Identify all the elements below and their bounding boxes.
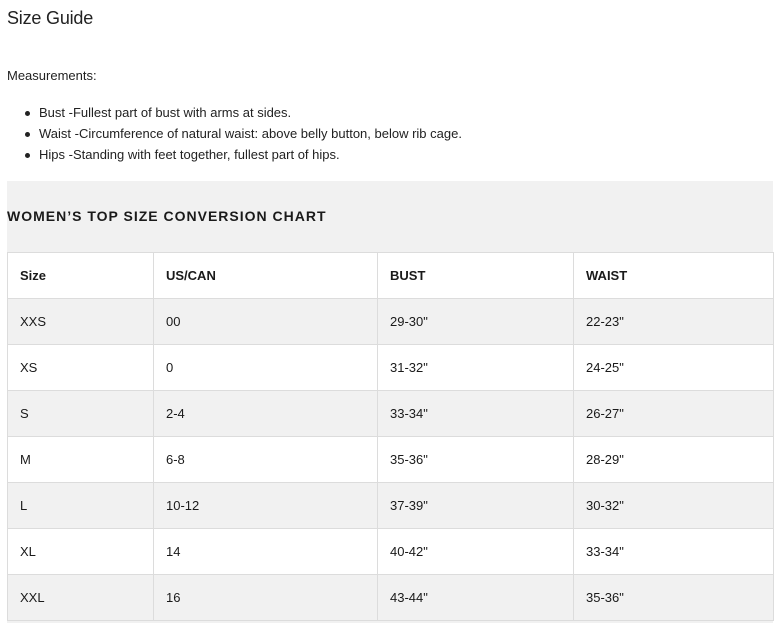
table-row <box>8 437 774 483</box>
waist-cell: 22-23" <box>574 299 774 345</box>
us-can-cell: 00 <box>154 299 378 345</box>
measurement-item-bust: Bust -Fullest part of bust with arms at sides. <box>39 105 462 126</box>
us-can-cell: 2-4 <box>154 391 378 437</box>
bust-cell: 37-39" <box>378 483 574 529</box>
column-header-us-can: US/CAN <box>154 253 378 299</box>
table-row <box>8 391 774 437</box>
waist-cell: 35-36" <box>574 575 774 621</box>
column-header-size: Size <box>8 253 154 299</box>
page-title: Size Guide <box>7 8 94 28</box>
measurements-list <box>39 105 462 168</box>
column-header-waist: WAIST <box>574 253 774 299</box>
column-header-bust: BUST <box>378 253 574 299</box>
us-can-cell: 14 <box>154 529 378 575</box>
measurement-item-waist: Waist -Circumference of natural waist: above belly button, below rib cage. <box>39 126 462 147</box>
waist-cell: 33-34" <box>574 529 774 575</box>
table-row <box>8 529 774 575</box>
size-chart-title: WOMEN’S TOP SIZE CONVERSION CHART <box>7 208 327 224</box>
size-cell: XS <box>8 345 154 391</box>
waist-cell: 30-32" <box>574 483 774 529</box>
bust-cell: 33-34" <box>378 391 574 437</box>
waist-cell: 26-27" <box>574 391 774 437</box>
bust-cell: 31-32" <box>378 345 574 391</box>
bust-cell: 40-42" <box>378 529 574 575</box>
measurements-heading: Measurements: <box>7 68 97 83</box>
table-row <box>8 345 774 391</box>
size-cell: M <box>8 437 154 483</box>
us-can-cell: 0 <box>154 345 378 391</box>
waist-cell: 28-29" <box>574 437 774 483</box>
size-conversion-table <box>7 252 774 621</box>
measurement-item-hips: Hips -Standing with feet together, fullest part of hips. <box>39 147 462 168</box>
size-cell: XXL <box>8 575 154 621</box>
us-can-cell: 10-12 <box>154 483 378 529</box>
bust-cell: 43-44" <box>378 575 574 621</box>
size-cell: L <box>8 483 154 529</box>
size-cell: XL <box>8 529 154 575</box>
table-header-row <box>8 253 774 299</box>
waist-cell: 24-25" <box>574 345 774 391</box>
us-can-cell: 6-8 <box>154 437 378 483</box>
bust-cell: 29-30" <box>378 299 574 345</box>
table-row <box>8 575 774 621</box>
table-row <box>8 483 774 529</box>
us-can-cell: 16 <box>154 575 378 621</box>
size-cell: XXS <box>8 299 154 345</box>
size-cell: S <box>8 391 154 437</box>
table-row <box>8 299 774 345</box>
size-chart-section <box>7 181 773 623</box>
bust-cell: 35-36" <box>378 437 574 483</box>
